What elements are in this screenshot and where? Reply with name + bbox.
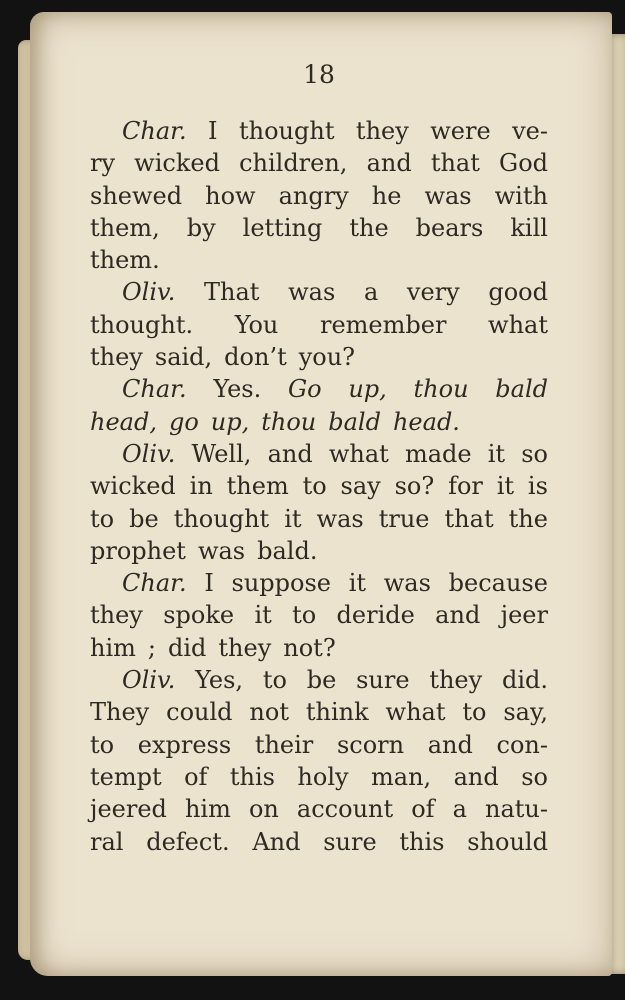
word: it (487, 439, 506, 468)
body-text (90, 115, 548, 858)
word: to (262, 666, 287, 695)
word: what (488, 310, 548, 339)
word: them. (90, 246, 160, 275)
word: prophet (90, 536, 186, 565)
word: what (385, 698, 446, 727)
word: they (429, 666, 483, 695)
word: up, (210, 407, 250, 436)
text-line (90, 212, 548, 244)
word: letting (242, 213, 323, 242)
word: Well, (191, 439, 252, 468)
word: Yes, (195, 666, 244, 695)
word: thought. (90, 310, 194, 339)
word: children, (239, 149, 348, 178)
word: said, (154, 343, 213, 372)
word: kill (510, 213, 548, 242)
word: him (90, 633, 136, 662)
speaker-name: Char. (122, 569, 187, 598)
word: man, (371, 762, 432, 791)
word: this (399, 827, 445, 856)
speaker-name: Char. (122, 375, 187, 404)
word: say (340, 472, 381, 501)
word: thought (238, 117, 335, 145)
text-line (90, 664, 548, 696)
word: what (328, 439, 389, 468)
word: That (204, 278, 260, 307)
text-line (90, 729, 548, 761)
word: not? (283, 633, 336, 662)
word: thou (413, 375, 469, 404)
text-line (90, 406, 548, 438)
word: so? (394, 472, 435, 501)
text-line (90, 567, 548, 599)
word: deride (336, 601, 415, 630)
word: should (467, 827, 548, 856)
word: by (186, 213, 216, 242)
word: say, (503, 698, 548, 727)
word: thou (261, 407, 317, 436)
word: Go (287, 375, 322, 404)
word: ve- (512, 117, 548, 145)
word: be (129, 504, 159, 533)
word: them, (90, 213, 160, 242)
text-line (90, 632, 548, 664)
word: this (229, 762, 275, 791)
word: to (292, 601, 317, 630)
word: was (383, 569, 431, 598)
word: And (252, 827, 301, 856)
word: of (184, 762, 208, 791)
text-line (90, 147, 548, 179)
word: it (284, 504, 302, 533)
word: them (226, 472, 289, 501)
speaker-name: Oliv. (122, 666, 176, 695)
word: jeered (90, 795, 167, 824)
word: of (411, 795, 435, 824)
word: and (453, 762, 499, 791)
word: made (404, 439, 472, 468)
word: to (90, 730, 115, 759)
text-line (90, 276, 548, 308)
word: thought (173, 504, 270, 533)
word: angry (278, 181, 349, 210)
text-line (90, 341, 548, 373)
word: was (288, 278, 336, 307)
word: and (366, 149, 412, 178)
word: him (184, 795, 231, 824)
word: holy (297, 762, 349, 791)
word: it (496, 472, 515, 501)
word: and (267, 439, 313, 468)
word: so (521, 439, 548, 468)
word: were (430, 117, 491, 145)
word: a (363, 278, 379, 307)
text-line (90, 115, 548, 147)
word: and (435, 601, 481, 630)
word: think (305, 698, 369, 727)
word: is (527, 472, 548, 501)
text-line (90, 761, 548, 793)
word: with (494, 181, 548, 210)
word: ry (90, 149, 116, 178)
word: not (249, 698, 289, 727)
page-text-block (90, 55, 548, 858)
word: defect. (146, 827, 230, 856)
word: con- (496, 730, 548, 759)
word: sure (323, 827, 377, 856)
word: scorn (336, 730, 405, 759)
word: they (90, 601, 143, 630)
word: was (316, 504, 364, 533)
speaker-name: Oliv. (122, 439, 176, 468)
word: I (208, 117, 218, 145)
speaker-name: Oliv. (122, 278, 176, 307)
word: to (462, 698, 487, 727)
word: Yes. (213, 375, 262, 404)
word: how (205, 181, 256, 210)
word: be (306, 666, 337, 695)
text-line (90, 438, 548, 470)
word: they (355, 117, 409, 145)
word: bears (415, 213, 484, 242)
speaker-name: Char. (122, 117, 187, 145)
text-line (90, 180, 548, 212)
word: bald (495, 375, 548, 404)
word: so (521, 762, 548, 791)
word: They (90, 698, 150, 727)
text-line (90, 826, 548, 858)
word: shewed (90, 181, 183, 210)
page-number: 18 (303, 60, 335, 89)
word: You (234, 310, 279, 339)
word: could (166, 698, 233, 727)
word: a (452, 795, 467, 824)
text-line (90, 535, 548, 567)
word: you? (298, 343, 356, 372)
word: wicked (90, 472, 176, 501)
word: bald. (257, 536, 318, 565)
word: they (218, 633, 272, 662)
word: the (349, 213, 389, 242)
word: was (424, 181, 472, 210)
word: jeer (500, 601, 548, 630)
word: God (499, 149, 548, 178)
word: up, (348, 375, 387, 404)
word: it (348, 569, 367, 598)
word: to (90, 504, 115, 533)
word: was (197, 536, 246, 565)
word: their (254, 730, 314, 759)
word: account (296, 795, 394, 824)
word: express (137, 730, 232, 759)
word: they (90, 343, 143, 372)
word: go (168, 407, 199, 436)
word: and (427, 730, 473, 759)
text-line (90, 470, 548, 502)
word: tempt (90, 762, 162, 791)
word: bald (328, 407, 381, 436)
word: head, (90, 407, 157, 436)
word: it (254, 601, 272, 630)
word: did. (501, 666, 548, 695)
text-line (90, 696, 548, 728)
text-line (90, 244, 548, 276)
word: that (444, 504, 494, 533)
word: very (406, 278, 460, 307)
word: remember (320, 310, 447, 339)
word: I (204, 569, 214, 598)
text-line (90, 599, 548, 631)
word: true (378, 504, 430, 533)
word: suppose (231, 569, 331, 598)
text-line (90, 503, 548, 535)
word: the (508, 504, 548, 533)
word: in (189, 472, 213, 501)
word: did (167, 633, 207, 662)
word: wicked (134, 149, 220, 178)
word: spoke (163, 601, 235, 630)
word: ; (147, 633, 156, 662)
word: don’t (224, 343, 287, 372)
word: for (448, 472, 483, 501)
word: natu- (485, 795, 548, 824)
word: head. (392, 407, 460, 436)
word: to (302, 472, 327, 501)
word: he (371, 181, 402, 210)
word: on (248, 795, 279, 824)
word: ral (90, 827, 124, 856)
word: sure (356, 666, 410, 695)
text-line (90, 373, 548, 405)
text-line (90, 793, 548, 825)
word: good (488, 278, 548, 307)
word: that (430, 149, 480, 178)
text-line (90, 309, 548, 341)
word: because (448, 569, 548, 598)
